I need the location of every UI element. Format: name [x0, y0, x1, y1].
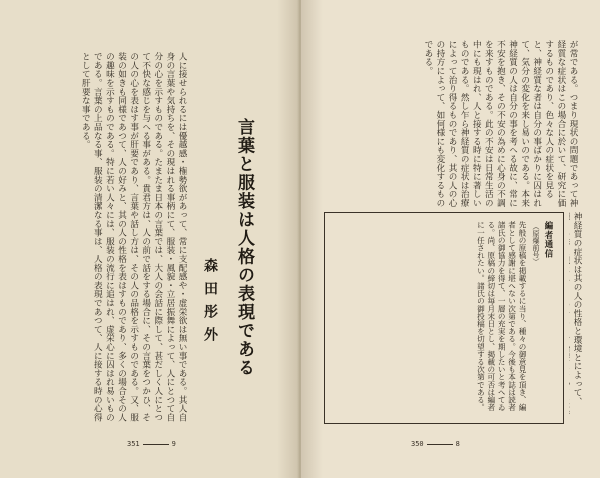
folio-rule [143, 444, 169, 445]
right-page-body-text: が常である。つまり現状の問題であって神経質な症状はこの場合に於いて、研究に価するものであり、色々な人の症状を見ると、神経質な者は自分の事ばかりに囚はれて、気分の変化を来し易いのである。本来神経質の人は自分の事を考へる故に、常に不安を抱き、その不安の為めに心身の不調を来すものである。此の不安は日常生活の中にも現はれ、人と接する時に特に著しいものである。然し乍ら神経質の症状は治療によって治り得るものであり、其の人の心の持方によって、如何様にも変化するものである。 [422, 40, 578, 208]
left-page [0, 0, 299, 478]
right-page-mark: 8 [455, 440, 460, 448]
right-page-gutter-shadow [301, 0, 323, 478]
right-page [301, 0, 600, 478]
right-page-number: 350 [411, 440, 424, 448]
folio-rule [427, 444, 453, 445]
editor-note-subheading: （原爆前号） [532, 223, 540, 265]
editor-note-text: 先般の原稿を掲載するに当り、種々の御意見を頂き、編者として感謝に堪へない次第である。今後も本誌は読者諸氏の御協力を得て、一層の充実を期したいと考へてゐる。尚、原稿の締切は毎月末日とし、掲載の可否は編者に一任されたい。諸氏の御投稿を切望する次第である。 [476, 221, 527, 411]
editor-note-box [324, 212, 564, 424]
article-title: 言葉と服装は人格の表現である [234, 118, 254, 377]
left-page-body-text: 人に接せられるには優越感・権勢欲があって、常に支配感や・虚栄欲は無い事である。其人自身の言葉や気持ちを、その現はれる事柄にて、服装・風貌・立居振舞によって、人にとつて自分の心を示すものである。たまたま日本の言葉では、大人の会話に際して、甚だしく人にとつて不快な感じを与へる事がある。貴君方は、人の前で話をする場合に、その言葉をつかひ、その人の心を表はす事が肝要であり、言葉や話し方は、その人の品格を示すものである。又、服装の如きも同様であつて、人の好みと、其の人の性格を表はすものであり、多くの場合その人の趣味を示すものである。特に若い人々には、服装の流行に追はれ、虚栄心に囚はれ易いものである。言葉の上品なる事、服装の清潔なる事は、人格の表現であつて、人に接する時の心得として肝要な事である。 [80, 52, 187, 422]
right-page-folio [411, 440, 460, 448]
right-page-body-text-lower: 神経質の症状は其の人の性格と環境とによって、 [572, 212, 582, 406]
left-page-gutter-shadow [277, 0, 299, 478]
left-page-mark: 9 [171, 440, 176, 448]
article-author: 森田彤外 [202, 258, 218, 350]
left-page-folio [127, 440, 176, 448]
left-page-number: 351 [127, 440, 140, 448]
editor-note-heading: 編者通信 [544, 221, 554, 259]
